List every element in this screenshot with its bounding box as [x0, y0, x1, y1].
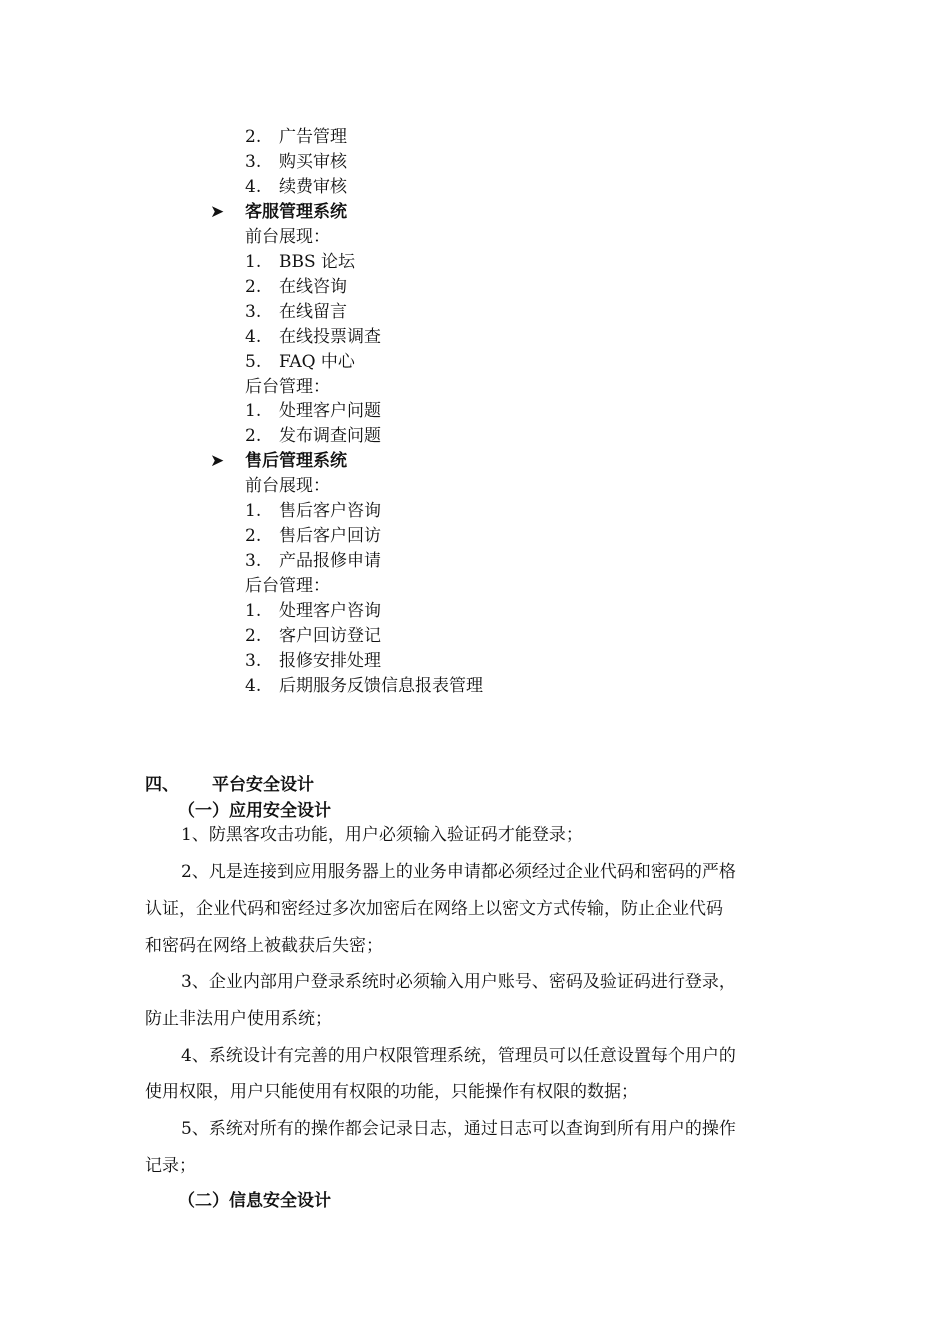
list-item: 1. BBS 论坛: [245, 252, 356, 272]
list-item: 2. 客户回访登记: [245, 626, 381, 646]
paragraph: 3、企业内部用户登录系统时必须输入用户账号、密码及验证码进行登录，: [181, 972, 736, 992]
list-item: 1. 售后客户咨询: [245, 501, 381, 521]
list-item: 1. 处理客户问题: [245, 401, 381, 421]
list-item: 3. 在线留言: [245, 302, 347, 322]
subsection-label: 前台展现：: [245, 476, 330, 496]
subsection-label: 后台管理：: [245, 377, 330, 397]
subsection-heading: （一）应用安全设计: [178, 801, 331, 821]
subsection-heading: （二）信息安全设计: [178, 1191, 331, 1211]
list-item: 3. 产品报修申请: [245, 551, 381, 571]
paragraph-line: 认证，企业代码和密经过多次加密后在网络上以密文方式传输，防止企业代码: [145, 899, 723, 919]
list-item: 4. 后期服务反馈信息报表管理: [245, 676, 483, 696]
arrow-bullet-icon: ➤: [210, 202, 225, 222]
paragraph: 2、凡是连接到应用服务器上的业务申请都必须经过企业代码和密码的严格: [181, 862, 736, 882]
paragraph-line: 记录；: [145, 1156, 196, 1176]
list-item: 2. 发布调查问题: [245, 426, 381, 446]
chapter-number: 四、: [145, 775, 179, 795]
paragraph: 4、系统设计有完善的用户权限管理系统，管理员可以任意设置每个用户的: [181, 1046, 736, 1066]
list-item: 3. 购买审核: [245, 152, 347, 172]
paragraph: 5、系统对所有的操作都会记录日志，通过日志可以查询到所有用户的操作: [181, 1119, 736, 1139]
list-item: 4. 在线投票调查: [245, 327, 381, 347]
list-item: 3. 报修安排处理: [245, 651, 381, 671]
list-item: 4. 续费审核: [245, 177, 347, 197]
list-item: 1. 处理客户咨询: [245, 601, 381, 621]
list-item: 2. 售后客户回访: [245, 526, 381, 546]
list-item: 5. FAQ 中心: [245, 352, 355, 372]
chapter-title: 平台安全设计: [212, 775, 314, 795]
section-heading: 售后管理系统: [245, 451, 347, 471]
paragraph: 1、防黑客攻击功能，用户必须输入验证码才能登录；: [181, 825, 583, 845]
list-item: 2. 广告管理: [245, 127, 347, 147]
arrow-bullet-icon: ➤: [210, 451, 225, 471]
paragraph-line: 防止非法用户使用系统；: [145, 1009, 332, 1029]
subsection-label: 前台展现：: [245, 227, 330, 247]
subsection-label: 后台管理：: [245, 576, 330, 596]
list-item: 2. 在线咨询: [245, 277, 347, 297]
section-heading: 客服管理系统: [245, 202, 347, 222]
paragraph-line: 和密码在网络上被截获后失密；: [145, 936, 383, 956]
paragraph-line: 使用权限，用户只能使用有权限的功能，只能操作有权限的数据；: [145, 1082, 638, 1102]
